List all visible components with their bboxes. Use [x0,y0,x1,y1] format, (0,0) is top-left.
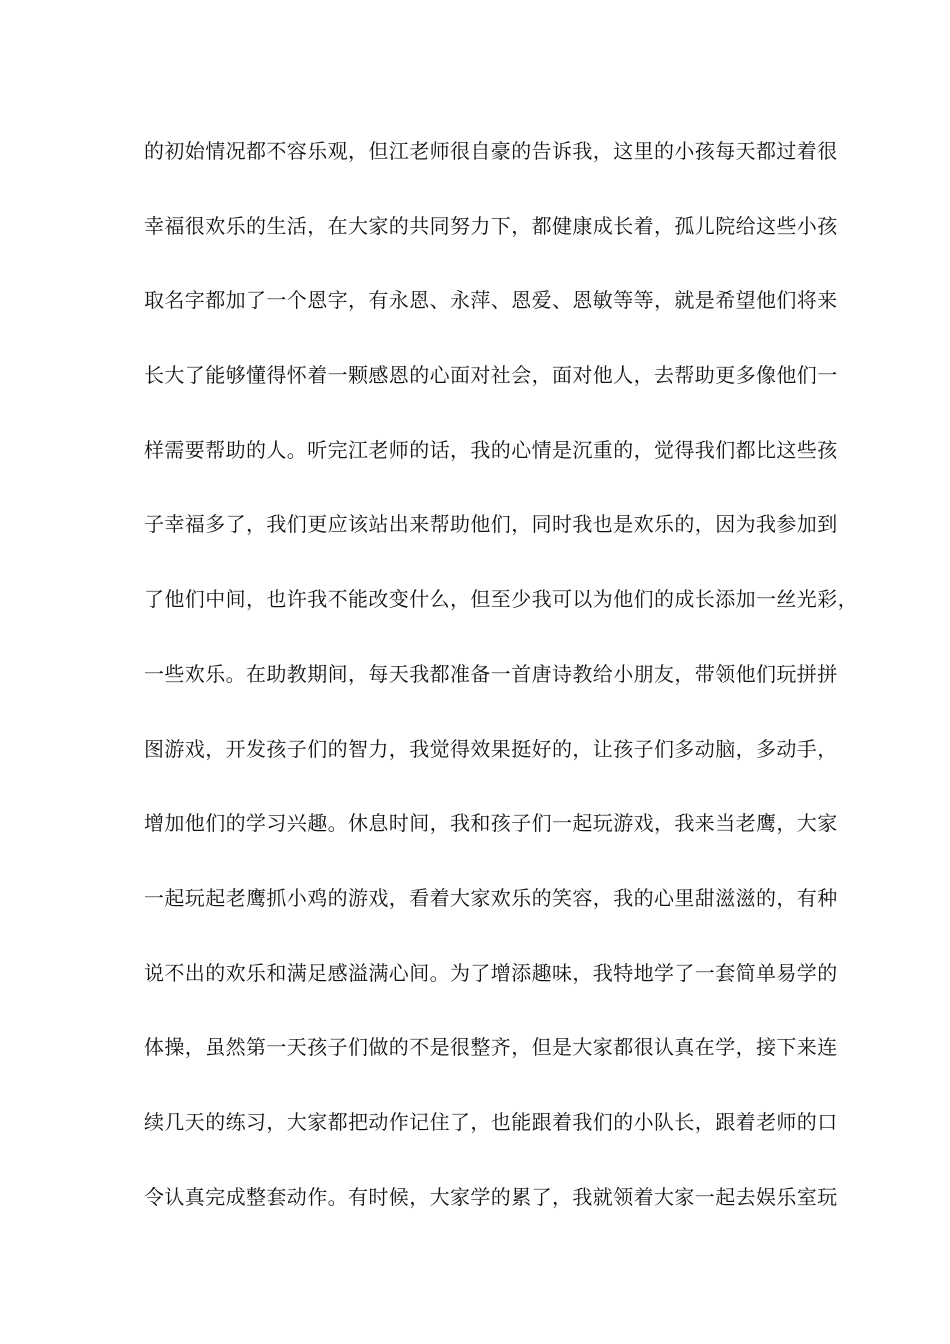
text-line: 幸福很欢乐的生活，在大家的共同努力下，都健康成长着，孤儿院给这些小孩 [144,213,838,238]
text-line: 体操，虽然第一天孩子们做的不是很整齐，但是大家都很认真在学，接下来连 [144,1035,838,1060]
text-line: 一些欢乐。在助教期间，每天我都准备一首唐诗教给小朋友，带领他们玩拼拼 [144,661,838,686]
text-line: 长大了能够懂得怀着一颗感恩的心面对社会，面对他人，去帮助更多像他们一 [144,363,838,388]
text-line: 一起玩起老鹰抓小鸡的游戏，看着大家欢乐的笑容，我的心里甜滋滋的，有种 [144,885,838,910]
text-line: 的初始情况都不容乐观，但江老师很自豪的告诉我，这里的小孩每天都过着很 [144,139,838,163]
text-line: 了他们中间，也许我不能改变什么，但至少我可以为他们的成长添加一丝光彩， [144,587,858,612]
text-line: 说不出的欢乐和满足感溢满心间。为了增添趣味，我特地学了一套简单易学的 [144,960,838,985]
text-line: 样需要帮助的人。听完江老师的话，我的心情是沉重的，觉得我们都比这些孩 [144,437,838,462]
text-line: 子幸福多了，我们更应该站出来帮助他们，同时我也是欢乐的，因为我参加到 [144,512,838,537]
body-text [144,132,858,1252]
text-line: 续几天的练习，大家都把动作记住了，也能跟着我们的小队长，跟着老师的口 [144,1109,838,1134]
text-line: 增加他们的学习兴趣。休息时间，我和孩子们一起玩游戏，我来当老鹰，大家 [144,811,838,836]
text-line: 令认真完成整套动作。有时候，大家学的累了，我就领着大家一起去娱乐室玩 [144,1184,838,1209]
text-line: 图游戏，开发孩子们的智力，我觉得效果挺好的，让孩子们多动脑，多动手， [144,736,838,761]
text-line: 取名字都加了一个恩字，有永恩、永萍、恩爱、恩敏等等，就是希望他们将来 [144,288,838,313]
